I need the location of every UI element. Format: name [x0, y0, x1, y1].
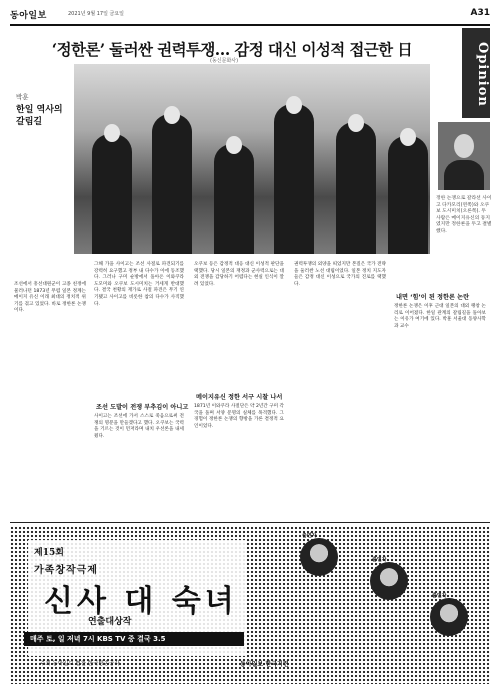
- body-column-2b: 사이고는 조선에 가서 스스로 죽음으로써 전쟁의 명분을 만들겠다고 했다. 오쿠보는 국력을 기르는 것이 먼저라며 내치 우선론을 내세웠다.: [94, 414, 184, 439]
- body-column-3b: 1871년 이와쿠라 사절단은 약 2년간 구미 각국을 돌며 서양 문명의 실체를 목격했다. 그 경험이 정한론 논쟁의 향방을 가른 결정적 요인이었다.: [194, 404, 284, 429]
- newspaper-logo: 동아일보: [10, 11, 47, 21]
- ad-footer-right: 동아일보·한국기련: [240, 661, 289, 668]
- cast-photo: [430, 598, 468, 636]
- ad-schedule: 매주 토, 일 저녁 7시 KBS TV 중 결국 3.5: [30, 635, 166, 643]
- masthead-rule: [10, 24, 490, 26]
- ad-subtitle: 가족창작극제: [34, 565, 98, 576]
- body-column-5: 정한론 논쟁은 이후 근대 일본의 대외 팽창 논리로 이어졌다. 한일 관계의 갈림길을 돌아보는 이유가 여기에 있다. 박훈 서울대 동양사학과 교수: [394, 304, 486, 329]
- portrait-photo: [438, 122, 490, 190]
- column-author-box: [16, 92, 64, 128]
- historical-group-photo: [74, 64, 430, 254]
- cast-photo: [300, 538, 338, 576]
- page-number: A31: [470, 8, 490, 18]
- body-column-1: 조선에서 흥선대원군이 고종 친정에 물러나던 1873년 무렵 일본 정계는 메이지 유신 이래 최대의 정치적 위기를 겪고 있었다. 바로 정한론 논쟁이다.: [14, 282, 86, 314]
- headline-byline: (동신문화사): [210, 58, 239, 64]
- ad-edition: 제15회: [34, 548, 64, 558]
- ad-divider: [10, 522, 490, 523]
- body-column-4: 권력투쟁의 외양을 띠었지만 본질은 국가 전략을 둘러싼 노선 대립이었다. 일본 정치 지도자들은 감정 대신 이성으로 국가의 진로를 택했다.: [294, 262, 386, 287]
- ad-footer-left: 주최 동아일보 협찬 한국방송공사: [40, 661, 120, 667]
- column-series-title: [16, 104, 64, 128]
- issue-date: 2021년 9월 17일 금요일: [68, 11, 125, 17]
- cast-label: 출연자: [432, 593, 447, 599]
- masthead: [10, 8, 490, 24]
- author-name: 박훈: [16, 93, 29, 101]
- subhead-2: 메이지유신 정한 서구 시찰 나서: [196, 394, 283, 401]
- cast-photo: [370, 562, 408, 600]
- photo-caption: 정한 논쟁으로 갈라선 사이고 다카모리(왼쪽)와 오쿠보 도시미치(오른쪽). 두 사람은 메이지유신의 동지였지만 정한론을 두고 결별했다.: [436, 196, 492, 234]
- ad-tag: 연출대상작: [88, 617, 132, 627]
- subhead-3: 내면 ‘힘’이 된 정한론 논란: [396, 294, 470, 301]
- section-label: Opinion: [475, 41, 490, 107]
- body-column-2: 그해 가을 사이고는 조선 사절로 파견되기를 강력히 요구했고 정부 내 다수가 이에 동조했다. 그러나 구미 순방에서 돌아온 이와쿠라 도모미와 오쿠보 도시미치는 거세게 반대했다. 결국 천황의 재가로 사절 파견은 무기 연기됐고 사이고를 비롯한 참의 다수가 사직했다.: [94, 262, 184, 307]
- series-line-1: 한일 역사의: [16, 105, 63, 115]
- article-headline: ‘정한론’ 둘러싼 권력투쟁… 감정 대신 이성적 접근한 日: [51, 40, 413, 59]
- series-line-2: 갈림길: [16, 117, 43, 127]
- body-column-3: 오쿠보 등은 감정적 대응 대신 이성적 판단을 택했다. 당시 일본의 재정과 군사력으로는 대외 전쟁을 감당하기 어렵다는 현실 인식이 깔려 있었다.: [194, 262, 284, 287]
- cast-label: 출연자: [372, 557, 387, 563]
- cast-label: 출연자: [302, 533, 317, 539]
- subhead-1: 조선 도발이 전쟁 부추김이 아니고: [96, 404, 189, 411]
- ad-cast-panel: [270, 532, 482, 656]
- ad-title: 신사 대 숙녀: [44, 584, 238, 619]
